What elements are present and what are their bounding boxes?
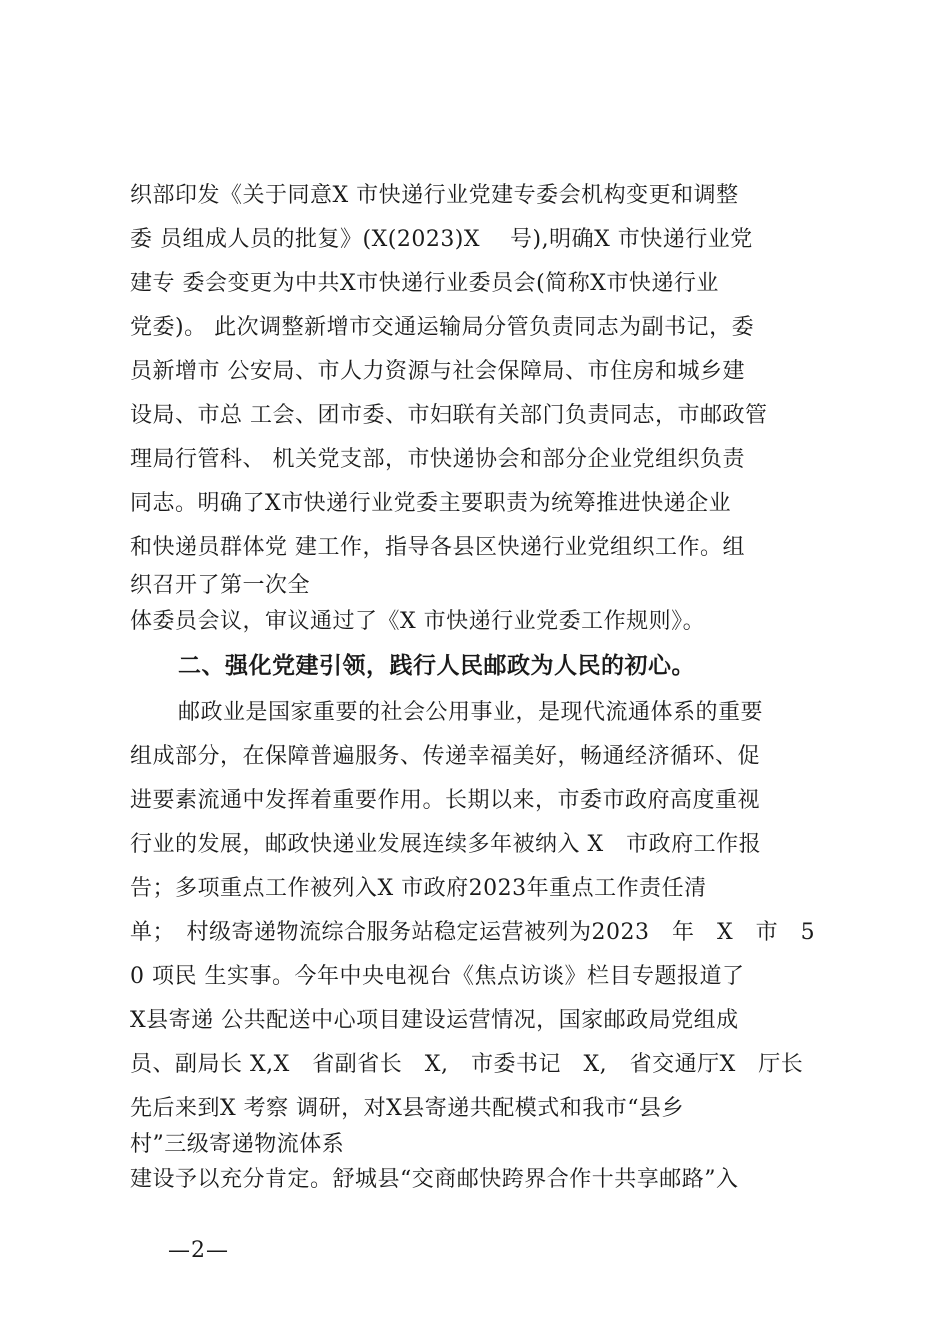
paragraph-2-line: X县寄递 公共配送中心项目建设运营情况，国家邮政局党组成 — [130, 1008, 739, 1033]
paragraph-1-line: 同志。明确了X市快递行业党委主要职责为统筹推进快递企业 — [130, 491, 732, 516]
paragraph-2-line: 组成部分，在保障普遍服务、传递幸福美好，畅通经济循环、促 — [130, 744, 761, 769]
paragraph-1-line: 员新增市 公安局、市人力资源与社会保障局、市住房和城乡建 — [130, 359, 745, 384]
paragraph-1-line: 织召开了第一次全 — [130, 573, 311, 598]
paragraph-2-line: 告；多项重点工作被列入X 市政府2023年重点工作责任清 — [130, 876, 707, 901]
paragraph-2-line: 行业的发展，邮政快递业发展连续多年被纳入 X 市政府工作报 — [130, 832, 762, 857]
paragraph-1-line: 委 员组成人员的批复》(X(2023)X 号),明确X 市快递行业党 — [130, 227, 753, 252]
page-number: —2— — [168, 1238, 229, 1263]
paragraph-2-line: 单； 村级寄递物流综合服务站稳定运营被列为2023 年 X 市 5 — [130, 920, 816, 945]
paragraph-1-line: 织部印发《关于同意X 市快递行业党建专委会机构变更和调整 — [130, 183, 739, 208]
paragraph-2-line: 进要素流通中发挥着重要作用。长期以来，市委市政府高度重视 — [130, 788, 761, 813]
paragraph-1-line: 理局行管科、 机关党支部，市快递协会和部分企业党组织负责 — [130, 447, 745, 472]
section-heading: 二、强化党建引领，践行人民邮政为人民的初心。 — [178, 653, 695, 679]
paragraph-1-line: 党委)。 此次调整新增市交通运输局分管负责同志为副书记，委 — [130, 315, 755, 340]
paragraph-1-line: 建专 委会变更为中共X市快递行业委员会(简称X市快递行业 — [130, 271, 719, 296]
paragraph-1-line: 设局、市总 工会、团市委、市妇联有关部门负责同志，市邮政管 — [130, 403, 768, 428]
paragraph-2-line: 建设予以充分肯定。舒城县“交商邮快跨界合作十共享邮路”入 — [130, 1167, 739, 1192]
paragraph-1-line: 体委员会议，审议通过了《X 市快递行业党委工作规则》。 — [130, 609, 706, 634]
paragraph-2-line: 0 项民 生实事。今年中央电视台《焦点访谈》栏目专题报道了 — [130, 964, 745, 989]
paragraph-2-line: 先后来到X 考察 调研，对X县寄递共配模式和我市“县乡 — [130, 1096, 685, 1121]
paragraph-2-line: 邮政业是国家重要的社会公用事业，是现代流通体系的重要 — [178, 700, 764, 725]
paragraph-1-line: 和快递员群体党 建工作，指导各县区快递行业党组织工作。组 — [130, 535, 745, 560]
paragraph-2-line: 村”三级寄递物流体系 — [130, 1132, 345, 1157]
paragraph-2-line: 员、副局长 X,X 省副省长 X, 市委书记 X, 省交通厅X 厅长 — [130, 1052, 804, 1077]
